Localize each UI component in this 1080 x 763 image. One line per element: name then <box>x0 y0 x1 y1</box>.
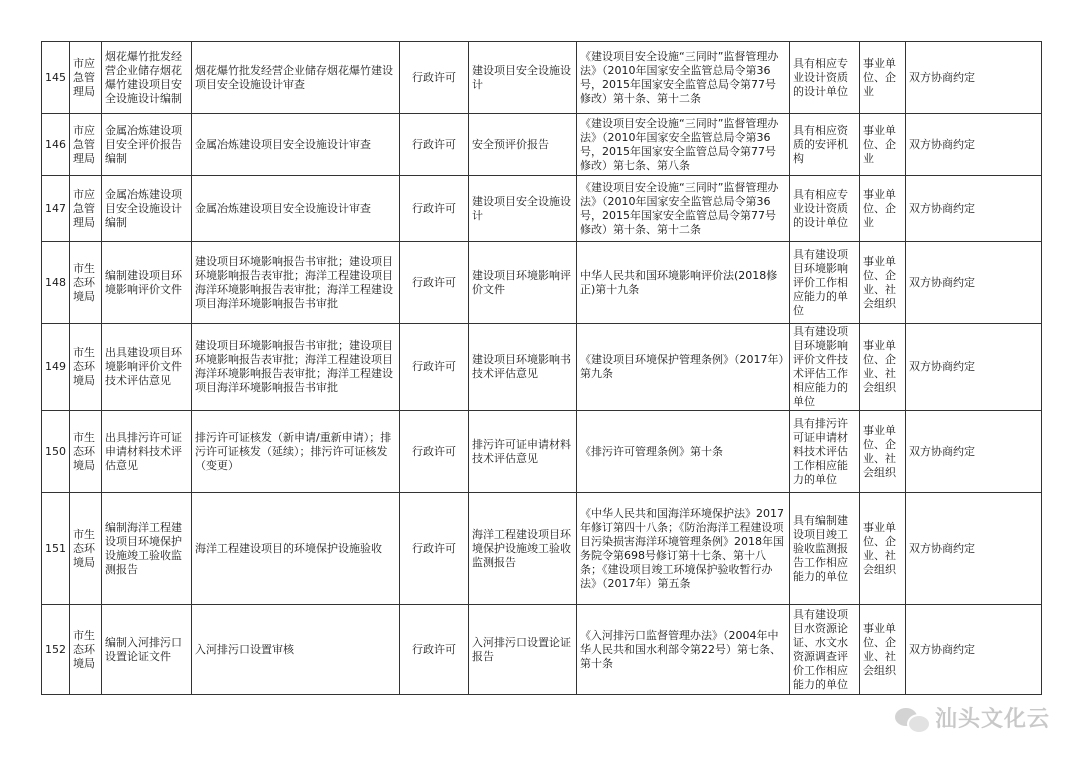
service-item-cell: 金属冶炼建设项目安全设施设计编制 <box>102 176 192 242</box>
provider-type-cell: 事业单位、企业 <box>860 114 906 176</box>
qualification-cell: 具有相应资质的安评机构 <box>790 114 860 176</box>
pricing-cell: 双方协商约定 <box>906 176 1042 242</box>
table-row <box>42 605 1042 695</box>
provider-type-cell: 事业单位、企业、社会组织 <box>860 493 906 605</box>
row-number: 152 <box>42 605 70 695</box>
pricing-cell: 双方协商约定 <box>906 114 1042 176</box>
legal-basis-cell: 《排污许可管理条例》第十条 <box>577 411 790 493</box>
qualification-cell: 具有建设项目环境影响评价工作相应能力的单位 <box>790 242 860 324</box>
approval-type-cell: 行政许可 <box>400 114 469 176</box>
material-cell: 建设项目安全设施设计 <box>469 42 577 114</box>
material-cell: 建设项目环境影响书技术评估意见 <box>469 324 577 411</box>
service-item-cell: 编制建设项目环境影响评价文件 <box>102 242 192 324</box>
qualification-cell: 具有建设项目水资源论证、水文水资源调查评价工作相应能力的单位 <box>790 605 860 695</box>
legal-basis-cell: 《中华人民共和国海洋环境保护法》2017年修订第四十八条；《防治海洋工程建设项目污染损害海洋环境管理条例》2018年国务院令第698号修订第十七条、第十八条；《建设项目竣工环境保护验收暂行办法》（2017年）第五条 <box>577 493 790 605</box>
approval-type-cell: 行政许可 <box>400 42 469 114</box>
service-item-cell: 编制海洋工程建设项目环境保护设施竣工验收监测报告 <box>102 493 192 605</box>
approval-item-cell: 金属冶炼建设项目安全设施设计审查 <box>192 176 400 242</box>
department-cell: 市生态环境局 <box>70 324 102 411</box>
wechat-icon <box>895 704 929 732</box>
row-number: 145 <box>42 42 70 114</box>
material-cell: 入河排污口设置论证报告 <box>469 605 577 695</box>
approval-item-cell: 烟花爆竹批发经营企业储存烟花爆竹建设项目安全设施设计审查 <box>192 42 400 114</box>
department-cell: 市生态环境局 <box>70 242 102 324</box>
service-item-cell: 编制入河排污口设置论证文件 <box>102 605 192 695</box>
approval-item-cell: 海洋工程建设项目的环境保护设施验收 <box>192 493 400 605</box>
service-item-cell: 金属冶炼建设项目安全评价报告编制 <box>102 114 192 176</box>
pricing-cell: 双方协商约定 <box>906 411 1042 493</box>
row-number: 151 <box>42 493 70 605</box>
row-number: 149 <box>42 324 70 411</box>
table-row <box>42 493 1042 605</box>
row-number: 147 <box>42 176 70 242</box>
department-cell: 市生态环境局 <box>70 411 102 493</box>
qualification-cell: 具有建设项目环境影响评价文件技术评估工作相应能力的单位 <box>790 324 860 411</box>
approval-item-cell: 建设项目环境影响报告书审批；建设项目环境影响报告表审批；海洋工程建设项目海洋环境影响报告表审批；海洋工程建设项目海洋环境影响报告书审批 <box>192 242 400 324</box>
provider-type-cell: 事业单位、企业 <box>860 176 906 242</box>
provider-type-cell: 事业单位、企业、社会组织 <box>860 242 906 324</box>
approval-type-cell: 行政许可 <box>400 176 469 242</box>
service-items-table <box>41 41 1042 695</box>
pricing-cell: 双方协商约定 <box>906 493 1042 605</box>
service-item-cell: 烟花爆竹批发经营企业储存烟花爆竹建设项目安全设施设计编制 <box>102 42 192 114</box>
approval-item-cell: 入河排污口设置审核 <box>192 605 400 695</box>
approval-type-cell: 行政许可 <box>400 242 469 324</box>
department-cell: 市应急管理局 <box>70 114 102 176</box>
approval-type-cell: 行政许可 <box>400 493 469 605</box>
pricing-cell: 双方协商约定 <box>906 242 1042 324</box>
table-row <box>42 411 1042 493</box>
legal-basis-cell: 中华人民共和国环境影响评价法(2018修正)第十九条 <box>577 242 790 324</box>
pricing-cell: 双方协商约定 <box>906 605 1042 695</box>
department-cell: 市生态环境局 <box>70 605 102 695</box>
legal-basis-cell: 《建设项目环境保护管理条例》（2017年）第九条 <box>577 324 790 411</box>
qualification-cell: 具有排污许可证申请材料技术评估工作相应能力的单位 <box>790 411 860 493</box>
watermark-text: 汕头文化云 <box>934 707 1050 732</box>
qualification-cell: 具有相应专业设计资质的设计单位 <box>790 176 860 242</box>
material-cell: 建设项目安全设施设计 <box>469 176 577 242</box>
approval-item-cell: 金属冶炼建设项目安全设施设计审查 <box>192 114 400 176</box>
approval-type-cell: 行政许可 <box>400 605 469 695</box>
department-cell: 市应急管理局 <box>70 42 102 114</box>
department-cell: 市应急管理局 <box>70 176 102 242</box>
pricing-cell: 双方协商约定 <box>906 42 1042 114</box>
table-row <box>42 324 1042 411</box>
material-cell: 排污许可证申请材料技术评估意见 <box>469 411 577 493</box>
provider-type-cell: 事业单位、企业 <box>860 42 906 114</box>
pricing-cell: 双方协商约定 <box>906 324 1042 411</box>
legal-basis-cell: 《入河排污口监督管理办法》（2004年中华人民共和国水利部令第22号）第七条、第十条 <box>577 605 790 695</box>
qualification-cell: 具有相应专业设计资质的设计单位 <box>790 42 860 114</box>
watermark <box>895 702 1050 733</box>
row-number: 150 <box>42 411 70 493</box>
table-row <box>42 176 1042 242</box>
provider-type-cell: 事业单位、企业、社会组织 <box>860 605 906 695</box>
table-row <box>42 114 1042 176</box>
approval-item-cell: 建设项目环境影响报告书审批；建设项目环境影响报告表审批；海洋工程建设项目海洋环境影响报告表审批；海洋工程建设项目海洋环境影响报告书审批 <box>192 324 400 411</box>
material-cell: 海洋工程建设项目环境保护设施竣工验收监测报告 <box>469 493 577 605</box>
legal-basis-cell: 《建设项目安全设施“三同时”监督管理办法》（2010年国家安全监管总局令第36号，2015年国家安全监管总局令第77号修改）第十条、第十二条 <box>577 176 790 242</box>
department-cell: 市生态环境局 <box>70 493 102 605</box>
service-item-cell: 出具建设项目环境影响评价文件技术评估意见 <box>102 324 192 411</box>
service-item-cell: 出具排污许可证申请材料技术评估意见 <box>102 411 192 493</box>
material-cell: 安全预评价报告 <box>469 114 577 176</box>
qualification-cell: 具有编制建设项目竣工验收监测报告工作相应能力的单位 <box>790 493 860 605</box>
row-number: 146 <box>42 114 70 176</box>
table-row <box>42 242 1042 324</box>
legal-basis-cell: 《建设项目安全设施“三同时”监督管理办法》（2010年国家安全监管总局令第36号，2015年国家安全监管总局令第77号修改）第七条、第八条 <box>577 114 790 176</box>
material-cell: 建设项目环境影响评价文件 <box>469 242 577 324</box>
approval-type-cell: 行政许可 <box>400 324 469 411</box>
provider-type-cell: 事业单位、企业、社会组织 <box>860 411 906 493</box>
provider-type-cell: 事业单位、企业、社会组织 <box>860 324 906 411</box>
row-number: 148 <box>42 242 70 324</box>
legal-basis-cell: 《建设项目安全设施“三同时”监督管理办法》（2010年国家安全监管总局令第36号，2015年国家安全监管总局令第77号修改）第十条、第十二条 <box>577 42 790 114</box>
approval-type-cell: 行政许可 <box>400 411 469 493</box>
approval-item-cell: 排污许可证核发（新申请/重新申请）；排污许可证核发（延续）；排污许可证核发（变更） <box>192 411 400 493</box>
table-row <box>42 42 1042 114</box>
